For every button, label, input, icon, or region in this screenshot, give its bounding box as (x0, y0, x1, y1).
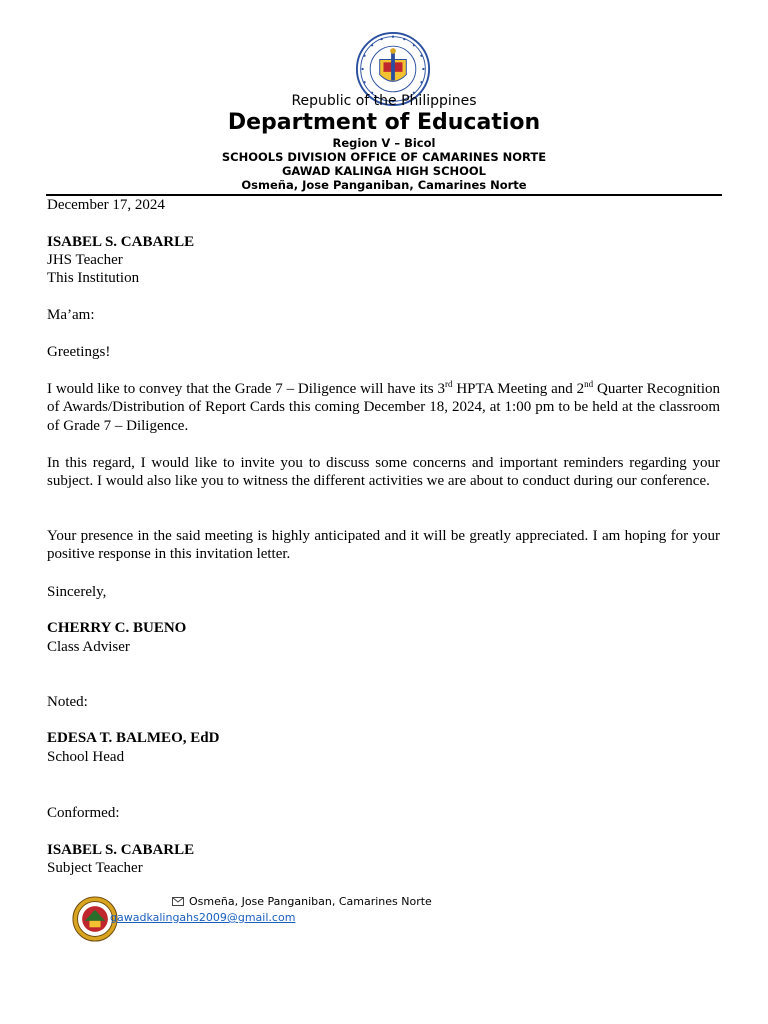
footer-address: Osmeña, Jose Panganiban, Camarines Norte (172, 895, 432, 908)
school-address-heading: Osmeña, Jose Panganiban, Camarines Norte (241, 178, 527, 192)
paragraph-2: In this regard, I would like to invite you to discuss some concerns and important reminders regarding your subject. I would also like you to witness the different activities we are about to conduct during our conference. (47, 455, 720, 490)
noted-name: EDESA T. BALMEO, EdD (47, 730, 220, 746)
recipient-title: JHS Teacher (47, 252, 123, 268)
footer-email-link[interactable]: gawadkalingahs2009@gmail.com (110, 911, 296, 924)
conformed-title: Subject Teacher (47, 860, 143, 876)
sender-name: CHERRY C. BUENO (47, 620, 187, 636)
salutation: Ma’am: (47, 307, 95, 323)
conformed-name: ISABEL S. CABARLE (47, 842, 195, 858)
division-heading: SCHOOLS DIVISION OFFICE OF CAMARINES NORTE (221, 150, 547, 164)
mail-icon (172, 897, 184, 906)
republic-heading: Republic of the Philippines (291, 93, 477, 109)
department-heading: Department of Education (227, 110, 541, 135)
sender-title: Class Adviser (47, 639, 130, 655)
conformed-label: Conformed: (47, 805, 120, 821)
noted-title: School Head (47, 749, 125, 765)
closing: Sincerely, (47, 584, 107, 600)
recipient-org: This Institution (47, 270, 140, 286)
paragraph-1: I would like to convey that the Grade 7 – Diligence will have its 3rd HPTA Meeting and 2nd Quarter Recognition of Awards/Distribution of Report Cards this coming December 18, 2024, at 1:00 pm to be held at the classroom of Grade 7 – Diligence. (47, 379, 720, 434)
noted-label: Noted: (47, 694, 88, 710)
recipient-name: ISABEL S. CABARLE (47, 234, 195, 250)
region-heading: Region V – Bicol (332, 136, 436, 150)
greeting: Greetings! (47, 344, 111, 360)
paragraph-3: Your presence in the said meeting is highly anticipated and it will be greatly appreciated. I am hoping for your positive response in this invitation letter. (47, 528, 720, 563)
school-heading: GAWAD KALINGA HIGH SCHOOL (281, 164, 487, 178)
letter-date: December 17, 2024 (47, 197, 165, 213)
